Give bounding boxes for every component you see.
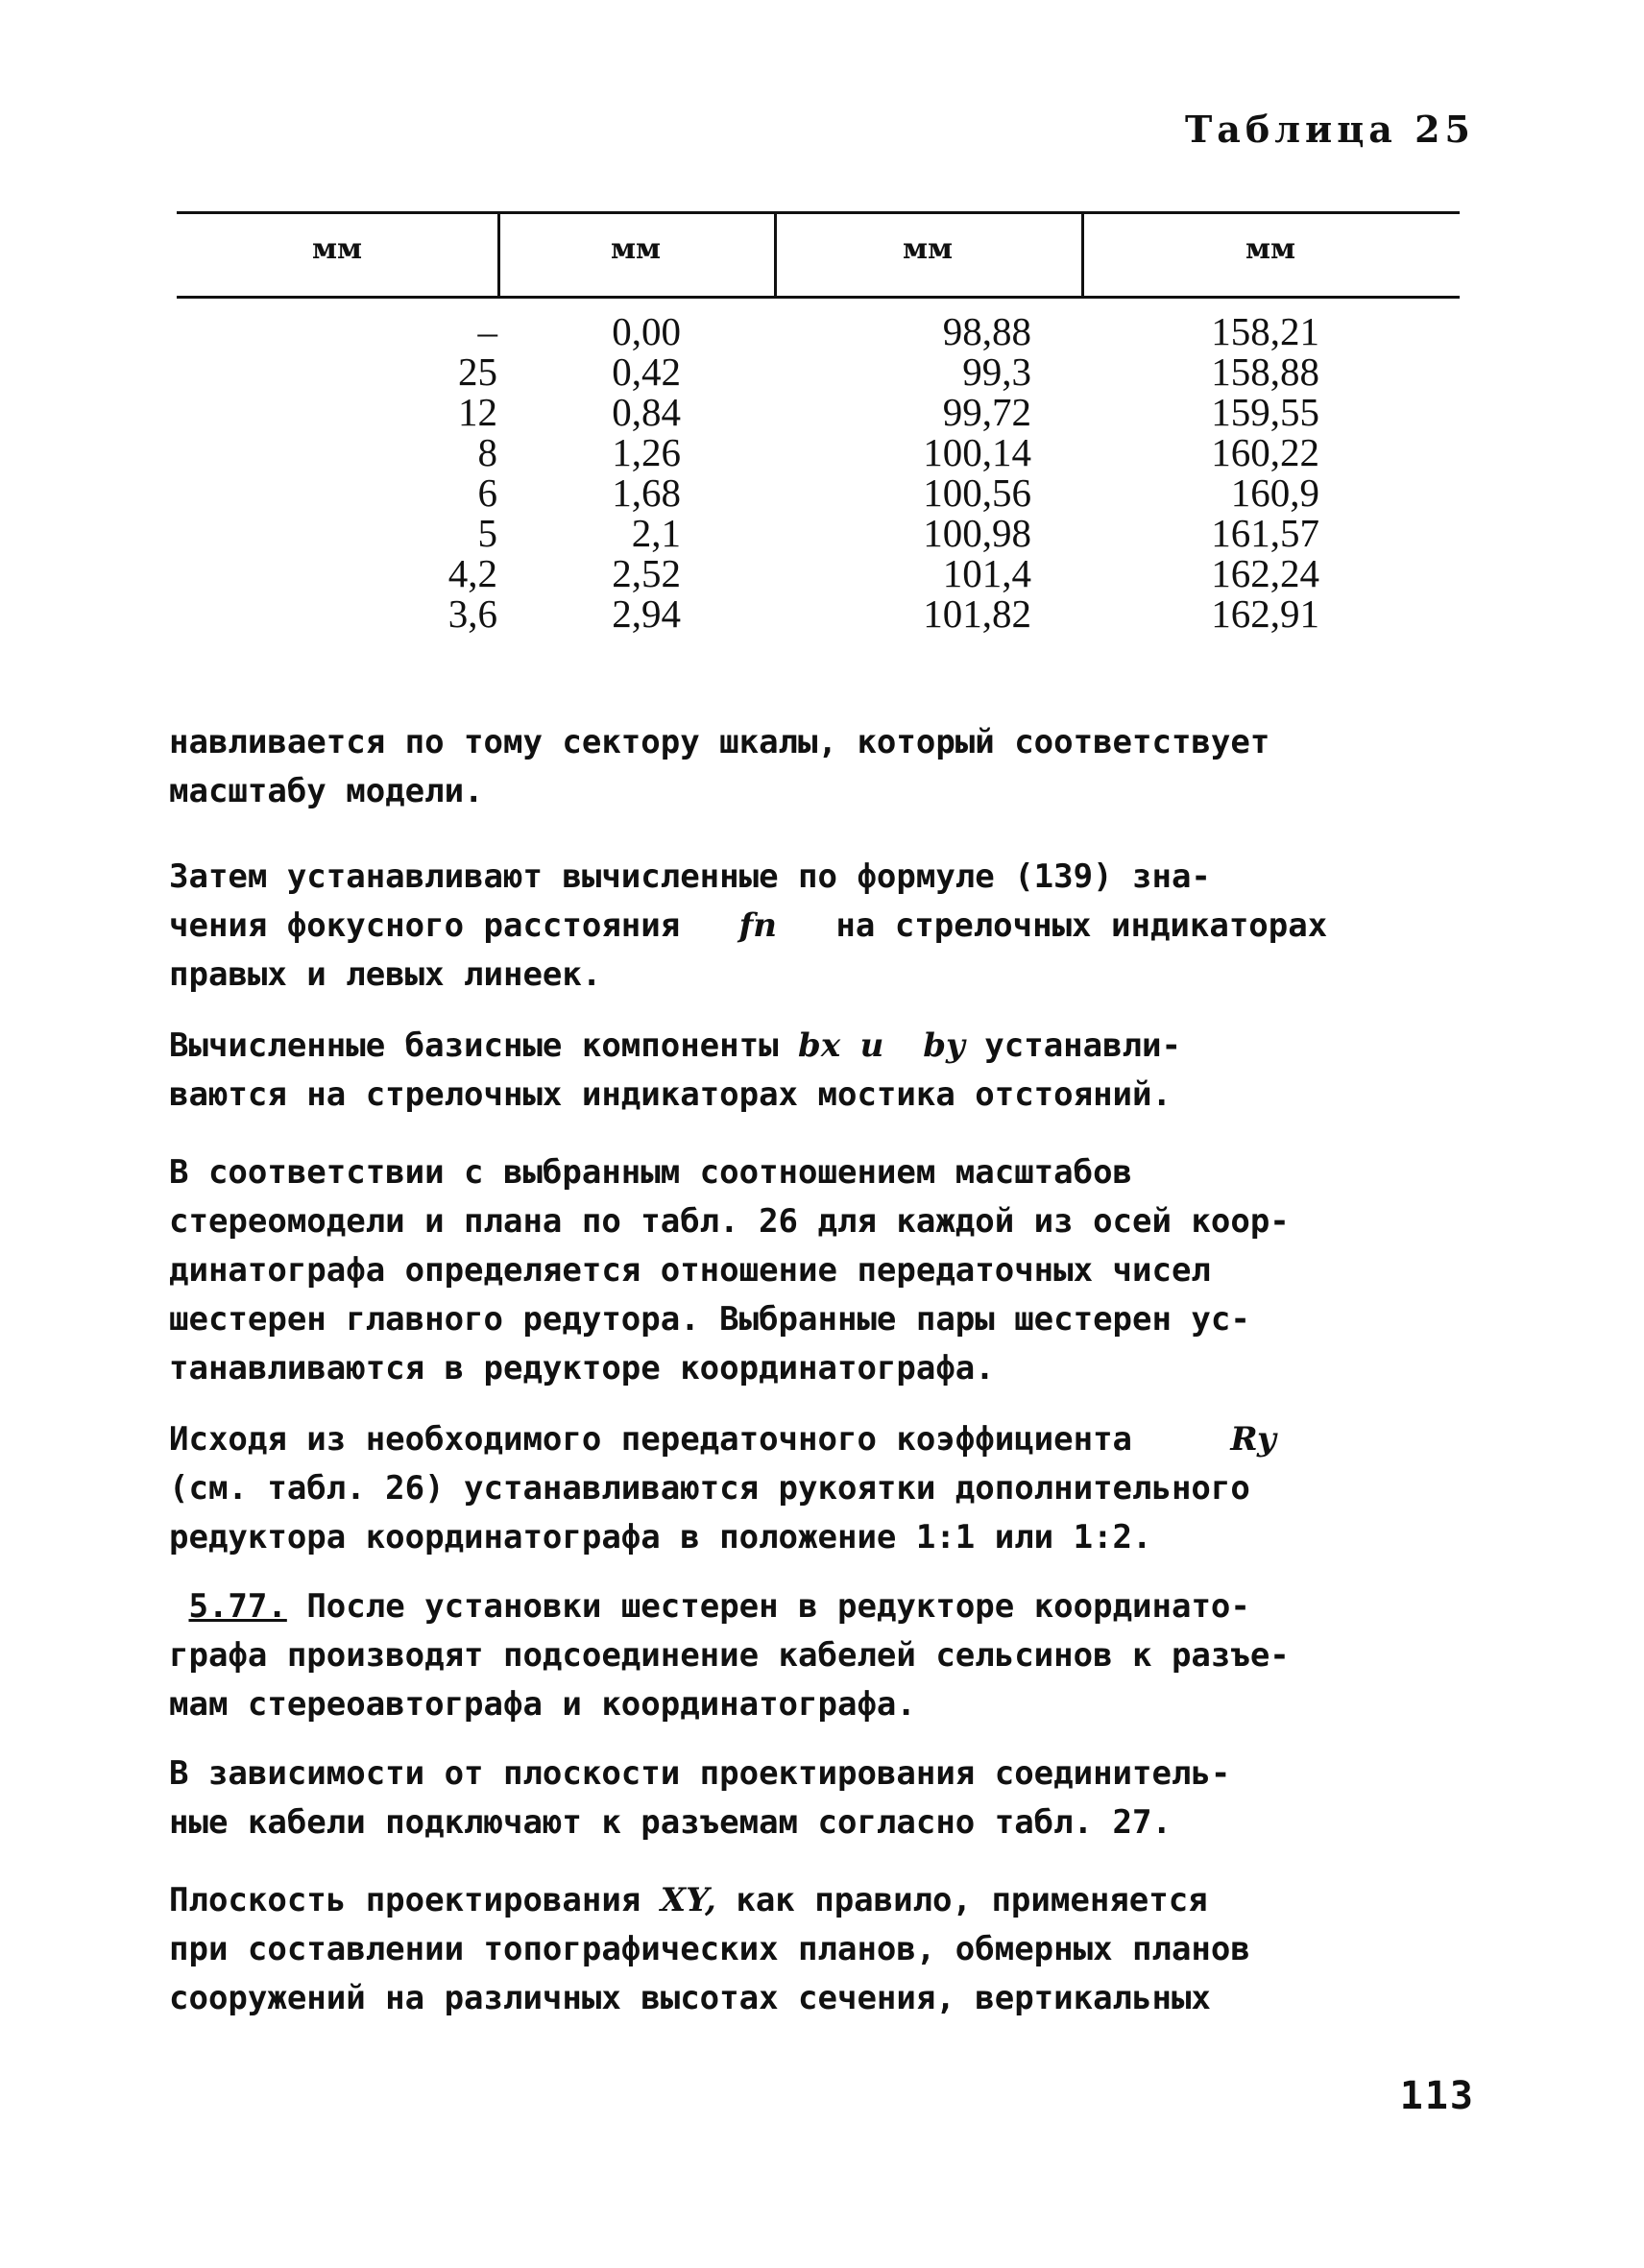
text-line bbox=[169, 1415, 1475, 1464]
text-line: навливается по тому сектору шкалы, который соответствует bbox=[169, 723, 1270, 761]
table-header-cell: мм bbox=[610, 232, 662, 266]
text-line: Затем устанавливают вычисленные по формуле (139) зна- bbox=[169, 857, 1211, 896]
text-line: динатографа определяется отношение передаточных чисел bbox=[169, 1251, 1211, 1290]
paragraph bbox=[169, 1876, 1475, 2023]
paragraph bbox=[169, 1148, 1475, 1393]
table-cell: 25 bbox=[458, 350, 497, 394]
text-line: мам стереоавтографа и координатографа. bbox=[169, 1685, 916, 1724]
text-fragment: Плоскость проектирования bbox=[169, 1881, 641, 1919]
table-cell: – bbox=[477, 309, 497, 353]
text-line: правых и левых линеек. bbox=[169, 955, 602, 994]
table-cell: 1,68 bbox=[612, 470, 681, 515]
table-column-4 bbox=[1166, 311, 1319, 634]
text-line: редуктора координатографа в положение 1:1 или 1:2. bbox=[169, 1518, 1152, 1556]
table-cell: 5 bbox=[477, 511, 497, 555]
table-cell: 161,57 bbox=[1211, 511, 1319, 555]
text-line bbox=[169, 1876, 1475, 1925]
table-cell: 162,91 bbox=[1211, 591, 1319, 636]
table-cell: 4,2 bbox=[447, 551, 497, 595]
table-column-1 bbox=[392, 311, 497, 634]
table-cell: 100,14 bbox=[923, 430, 1031, 474]
table-header-cell: мм bbox=[311, 232, 363, 266]
text-fragment: Исходя из необходимого передаточного коэффициента bbox=[169, 1420, 1133, 1459]
text-line: стереомодели и плана по табл. 26 для каждой из осей коор- bbox=[169, 1202, 1290, 1241]
table-cell: 3,6 bbox=[447, 591, 497, 636]
table-cell: 2,1 bbox=[631, 511, 681, 555]
table-cell: 160,22 bbox=[1211, 430, 1319, 474]
paragraph bbox=[169, 1415, 1475, 1562]
table-cell: 6 bbox=[477, 470, 497, 515]
formula-symbol: XY, bbox=[660, 1881, 716, 1919]
table-cell: 12 bbox=[458, 390, 497, 434]
table-cell: 2,94 bbox=[612, 591, 681, 636]
table-header-cell: мм bbox=[902, 232, 954, 266]
paragraph bbox=[169, 1582, 1475, 1729]
table-cell: 98,88 bbox=[942, 309, 1031, 353]
table-top-rule bbox=[177, 211, 1460, 214]
table-cell: 0,42 bbox=[612, 350, 681, 394]
text-line bbox=[169, 902, 1475, 951]
table-cell: 158,88 bbox=[1211, 350, 1319, 394]
text-line: масштабу модели. bbox=[169, 772, 484, 810]
formula-symbol: by bbox=[923, 1026, 965, 1065]
table-title: Таблица 25 bbox=[1184, 108, 1475, 151]
table-cell: 0,00 bbox=[612, 309, 681, 353]
text-line: сооружений на различных высотах сечения, вертикальных bbox=[169, 1979, 1211, 2017]
text-fragment: После установки шестерен в редукторе координато- bbox=[306, 1587, 1250, 1626]
table-cell: 1,26 bbox=[612, 430, 681, 474]
table-cell: 101,4 bbox=[942, 551, 1031, 595]
table-cell: 8 bbox=[477, 430, 497, 474]
paragraph bbox=[169, 718, 1475, 816]
table-cell: 160,9 bbox=[1230, 470, 1319, 515]
text-line: В соответствии с выбранным соотношением масштабов bbox=[169, 1153, 1133, 1192]
text-line bbox=[169, 1022, 1475, 1071]
text-fragment: Вычисленные базисные компоненты bbox=[169, 1026, 779, 1065]
text-line bbox=[169, 1582, 1475, 1631]
paragraph bbox=[169, 853, 1475, 1000]
text-line: В зависимости от плоскости проектирования соединитель- bbox=[169, 1754, 1231, 1793]
formula-symbol: Ry bbox=[1230, 1420, 1276, 1459]
paragraph bbox=[169, 1022, 1475, 1120]
table-cell: 100,98 bbox=[923, 511, 1031, 555]
text-line: танавливаются в редукторе координатографа. bbox=[169, 1349, 995, 1387]
table-column-2 bbox=[566, 311, 681, 634]
text-fragment: чения фокусного расстояния bbox=[169, 906, 681, 945]
text-fragment: на стрелочных индикаторах bbox=[835, 906, 1328, 945]
table-cell: 158,21 bbox=[1211, 309, 1319, 353]
formula-symbol: bx bbox=[798, 1026, 841, 1065]
text-line: графа производят подсоединение кабелей сельсинов к разъе- bbox=[169, 1636, 1290, 1675]
data-table bbox=[177, 211, 1460, 643]
text-fragment: как правило, применяется bbox=[736, 1881, 1208, 1919]
text-line: при составлении топографических планов, обмерных планов bbox=[169, 1930, 1250, 1968]
formula-conjunction: и bbox=[859, 1026, 884, 1065]
table-column-3 bbox=[868, 311, 1031, 634]
table-header-rule bbox=[177, 296, 1460, 299]
table-header-cell: мм bbox=[1245, 232, 1296, 266]
text-fragment: устанавли- bbox=[984, 1026, 1181, 1065]
page-number: 113 bbox=[1399, 2074, 1475, 2118]
table-cell: 0,84 bbox=[612, 390, 681, 434]
table-cell: 100,56 bbox=[923, 470, 1031, 515]
formula-symbol: fп bbox=[738, 906, 777, 945]
table-cell: 99,3 bbox=[962, 350, 1031, 394]
text-line: (см. табл. 26) устанавливаются рукоятки дополнительного bbox=[169, 1469, 1250, 1508]
text-line: ваются на стрелочных индикаторах мостика отстояний. bbox=[169, 1075, 1172, 1114]
text-line: ные кабели подключают к разъемам согласно табл. 27. bbox=[169, 1803, 1172, 1842]
table-cell: 101,82 bbox=[923, 591, 1031, 636]
table-cell: 159,55 bbox=[1211, 390, 1319, 434]
table-cell: 162,24 bbox=[1211, 551, 1319, 595]
paragraph bbox=[169, 1749, 1475, 1847]
table-cell: 2,52 bbox=[612, 551, 681, 595]
section-number: 5.77. bbox=[188, 1587, 287, 1626]
table-cell: 99,72 bbox=[942, 390, 1031, 434]
text-line: шестерен главного редутора. Выбранные пары шестерен ус- bbox=[169, 1300, 1250, 1339]
